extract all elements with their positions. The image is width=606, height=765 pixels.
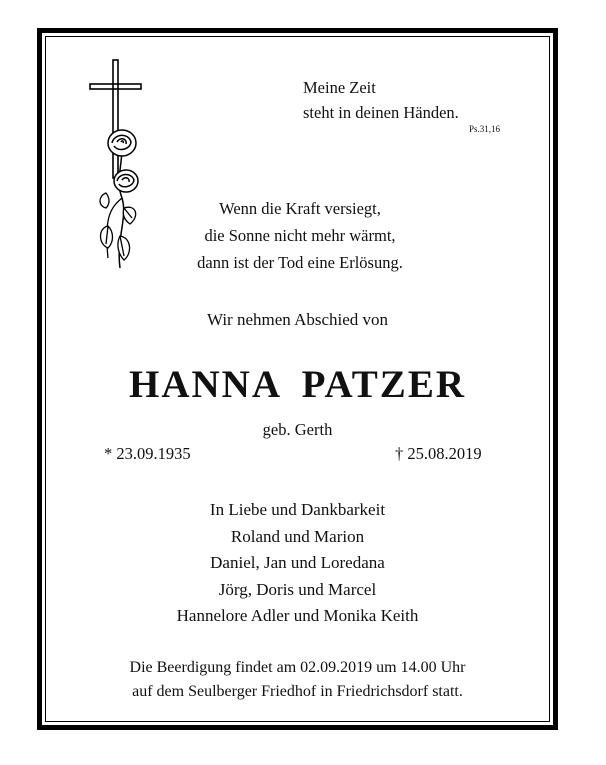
psalm-reference: Ps.31,16 [469,124,501,134]
mourner-line: Jörg, Doris und Marcel [218,579,377,599]
birth-date: * 23.09.1935 [104,444,191,463]
maiden-name: geb. Gerth [262,420,333,439]
mourner-line: Roland und Marion [230,526,365,546]
psalm-line-2: steht in deinen Händen. [303,103,459,122]
memorial-verse [130,195,470,276]
psalm-line-1: Meine Zeit [303,78,376,97]
mourners-list [45,497,550,630]
mourner-line: Daniel, Jan und Loredana [210,553,385,572]
psalm-verse [303,75,459,125]
deceased-name: HANNA PATZER [129,363,466,406]
funeral-line-1: Die Beerdigung findet am 02.09.2019 um 14.00 Uhr [129,659,466,676]
verse-line-3: dann ist der Tod eine Erlösung. [197,253,403,272]
verse-line-2: die Sonne nicht mehr wärmt, [204,226,396,245]
verse-line-1: Wenn die Kraft versiegt, [219,199,381,218]
mourner-line: Hannelore Adler und Monika Keith [176,606,419,625]
funeral-notice [45,656,550,704]
mourner-line: In Liebe und Dankbarkeit [209,500,386,519]
farewell-text: Wir nehmen Abschied von [206,310,389,329]
death-date: † 25.08.2019 [395,444,482,463]
funeral-line-2: auf dem Seulberger Friedhof in Friedrichsdorf statt. [132,683,463,700]
